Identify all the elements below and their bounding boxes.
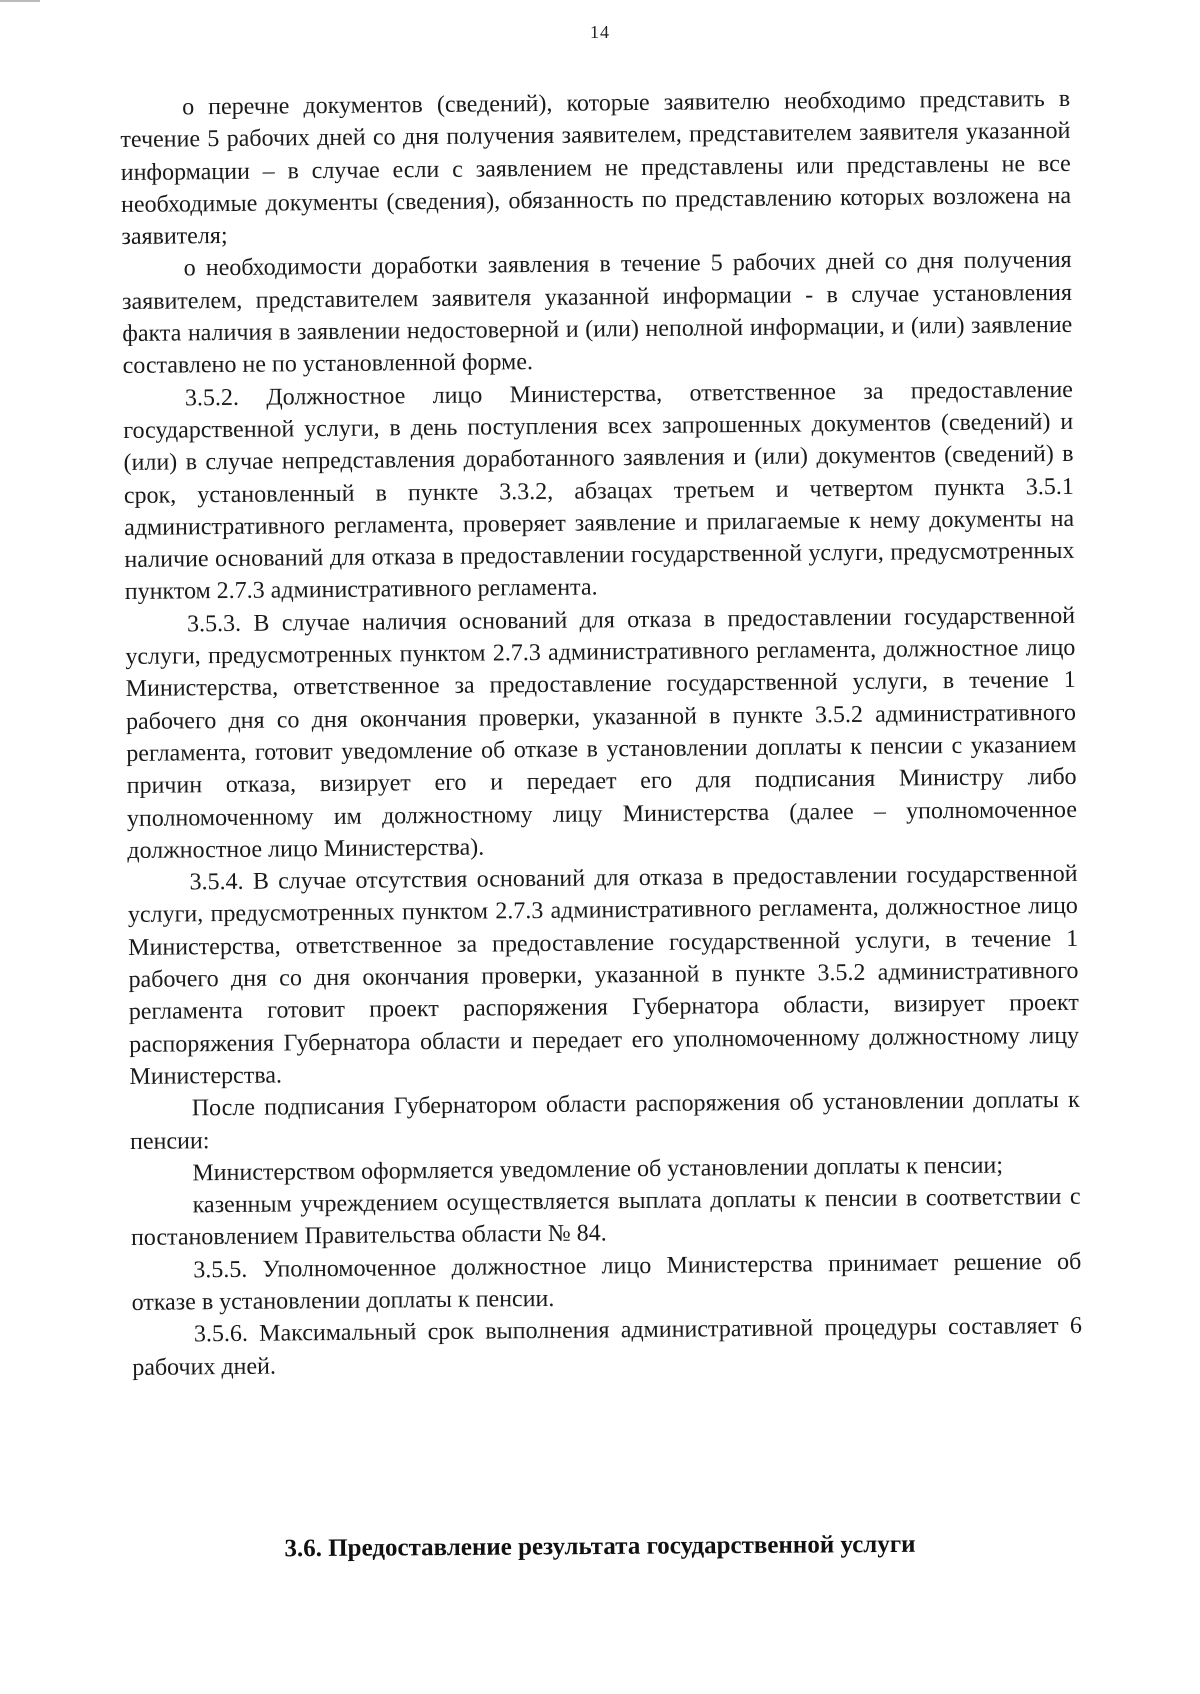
page-number: 14 [590, 22, 610, 42]
paragraph-payment: казенным учреждением осуществляется выплата доплаты к пенсии в соответствии с постановлением Правительства области № 84. [130, 1183, 1081, 1252]
paragraph-3-5-4: 3.5.4. В случае отсутствия оснований для отказа в предоставлении государственной услуги, предусмотренных пунктом 2.7.3 административного регламента, должностное лицо Министерства, ответственное за предоставление государственной услуги, в течение 1 рабочего дня со дня окончания проверки, указанной в пункте 3.5.2 административного регламента готовит проект распоряжения Губернатора области, визирует проект распоряжения Губернатора области и передает его уполномоченному должностному лицу Министерства. [127, 860, 1080, 1090]
scan-edge-mark [0, 0, 40, 2]
paragraph-after-signing: После подписания Губернатором области распоряжения об установлении доплаты к пенсии: [129, 1087, 1080, 1155]
document-body [120, 83, 1082, 1384]
paragraph-3-5-6: 3.5.6. Максимальный срок выполнения административной процедуры составляет 6 рабочих дней. [132, 1313, 1083, 1381]
paragraph-documents-list: о перечне документов (сведений), которые заявителю необходимо представить в течение 5 рабочих дней со дня получения заявителем, представителем заявителя указанной информации – в случае если с заявлением не представлены или представлены не все необходимые документы (сведения), обязанность по представлению которых возложена на заявителя; [120, 85, 1072, 251]
paragraph-3-5-3: 3.5.3. В случае наличия оснований для отказа в предоставлении государственной услуги, предусмотренных пунктом 2.7.3 административного регламента, должностное лицо Министерства, ответственное за предоставление государственной услуги, в течение 1 рабочего дня со дня окончания проверки, указанной в пункте 3.5.2 административного регламента, готовит уведомление об отказе в установлении доплаты к пенсии с указанием причин отказа, визирует его и передает его для подписания Министру либо уполномоченному им должностному лицу Министерства (далее – уполномоченное должностное лицо Министерства). [125, 602, 1078, 864]
paragraph-rework-application: о необходимости доработки заявления в течение 5 рабочих дней со дня получения заявителем, представителем заявителя указанной информации - в случае установления факта наличия в заявлении недостоверной и (или) неполной информации, и (или) заявление составлено не по установленной форме. [121, 247, 1073, 380]
paragraph-3-5-5: 3.5.5. Уполномоченное должностное лицо Министерства принимает решение об отказе в установлении доплаты к пенсии. [131, 1248, 1082, 1316]
paragraph-notification: Министерством оформляется уведомление об установлении доплаты к пенсии; [192, 1152, 1004, 1187]
paragraph-3-5-2: 3.5.2. Должностное лицо Министерства, ответственное за предоставление государственной услуги, в день поступления всех запрошенных документов (сведений) и (или) в случае непредставления доработанного заявления и (или) документов (сведений) в срок, установленный в пункте 3.3.2, абзацах третьем и четвертом пункта 3.5.1 административного регламента, проверяет заявление и прилагаемые к нему документы на наличие оснований для отказа в предоставлении государственной услуги, предусмотренных пунктом 2.7.3 административного регламента. [123, 376, 1075, 606]
section-heading: 3.6. Предоставление результата государственной услуги [284, 1530, 916, 1563]
